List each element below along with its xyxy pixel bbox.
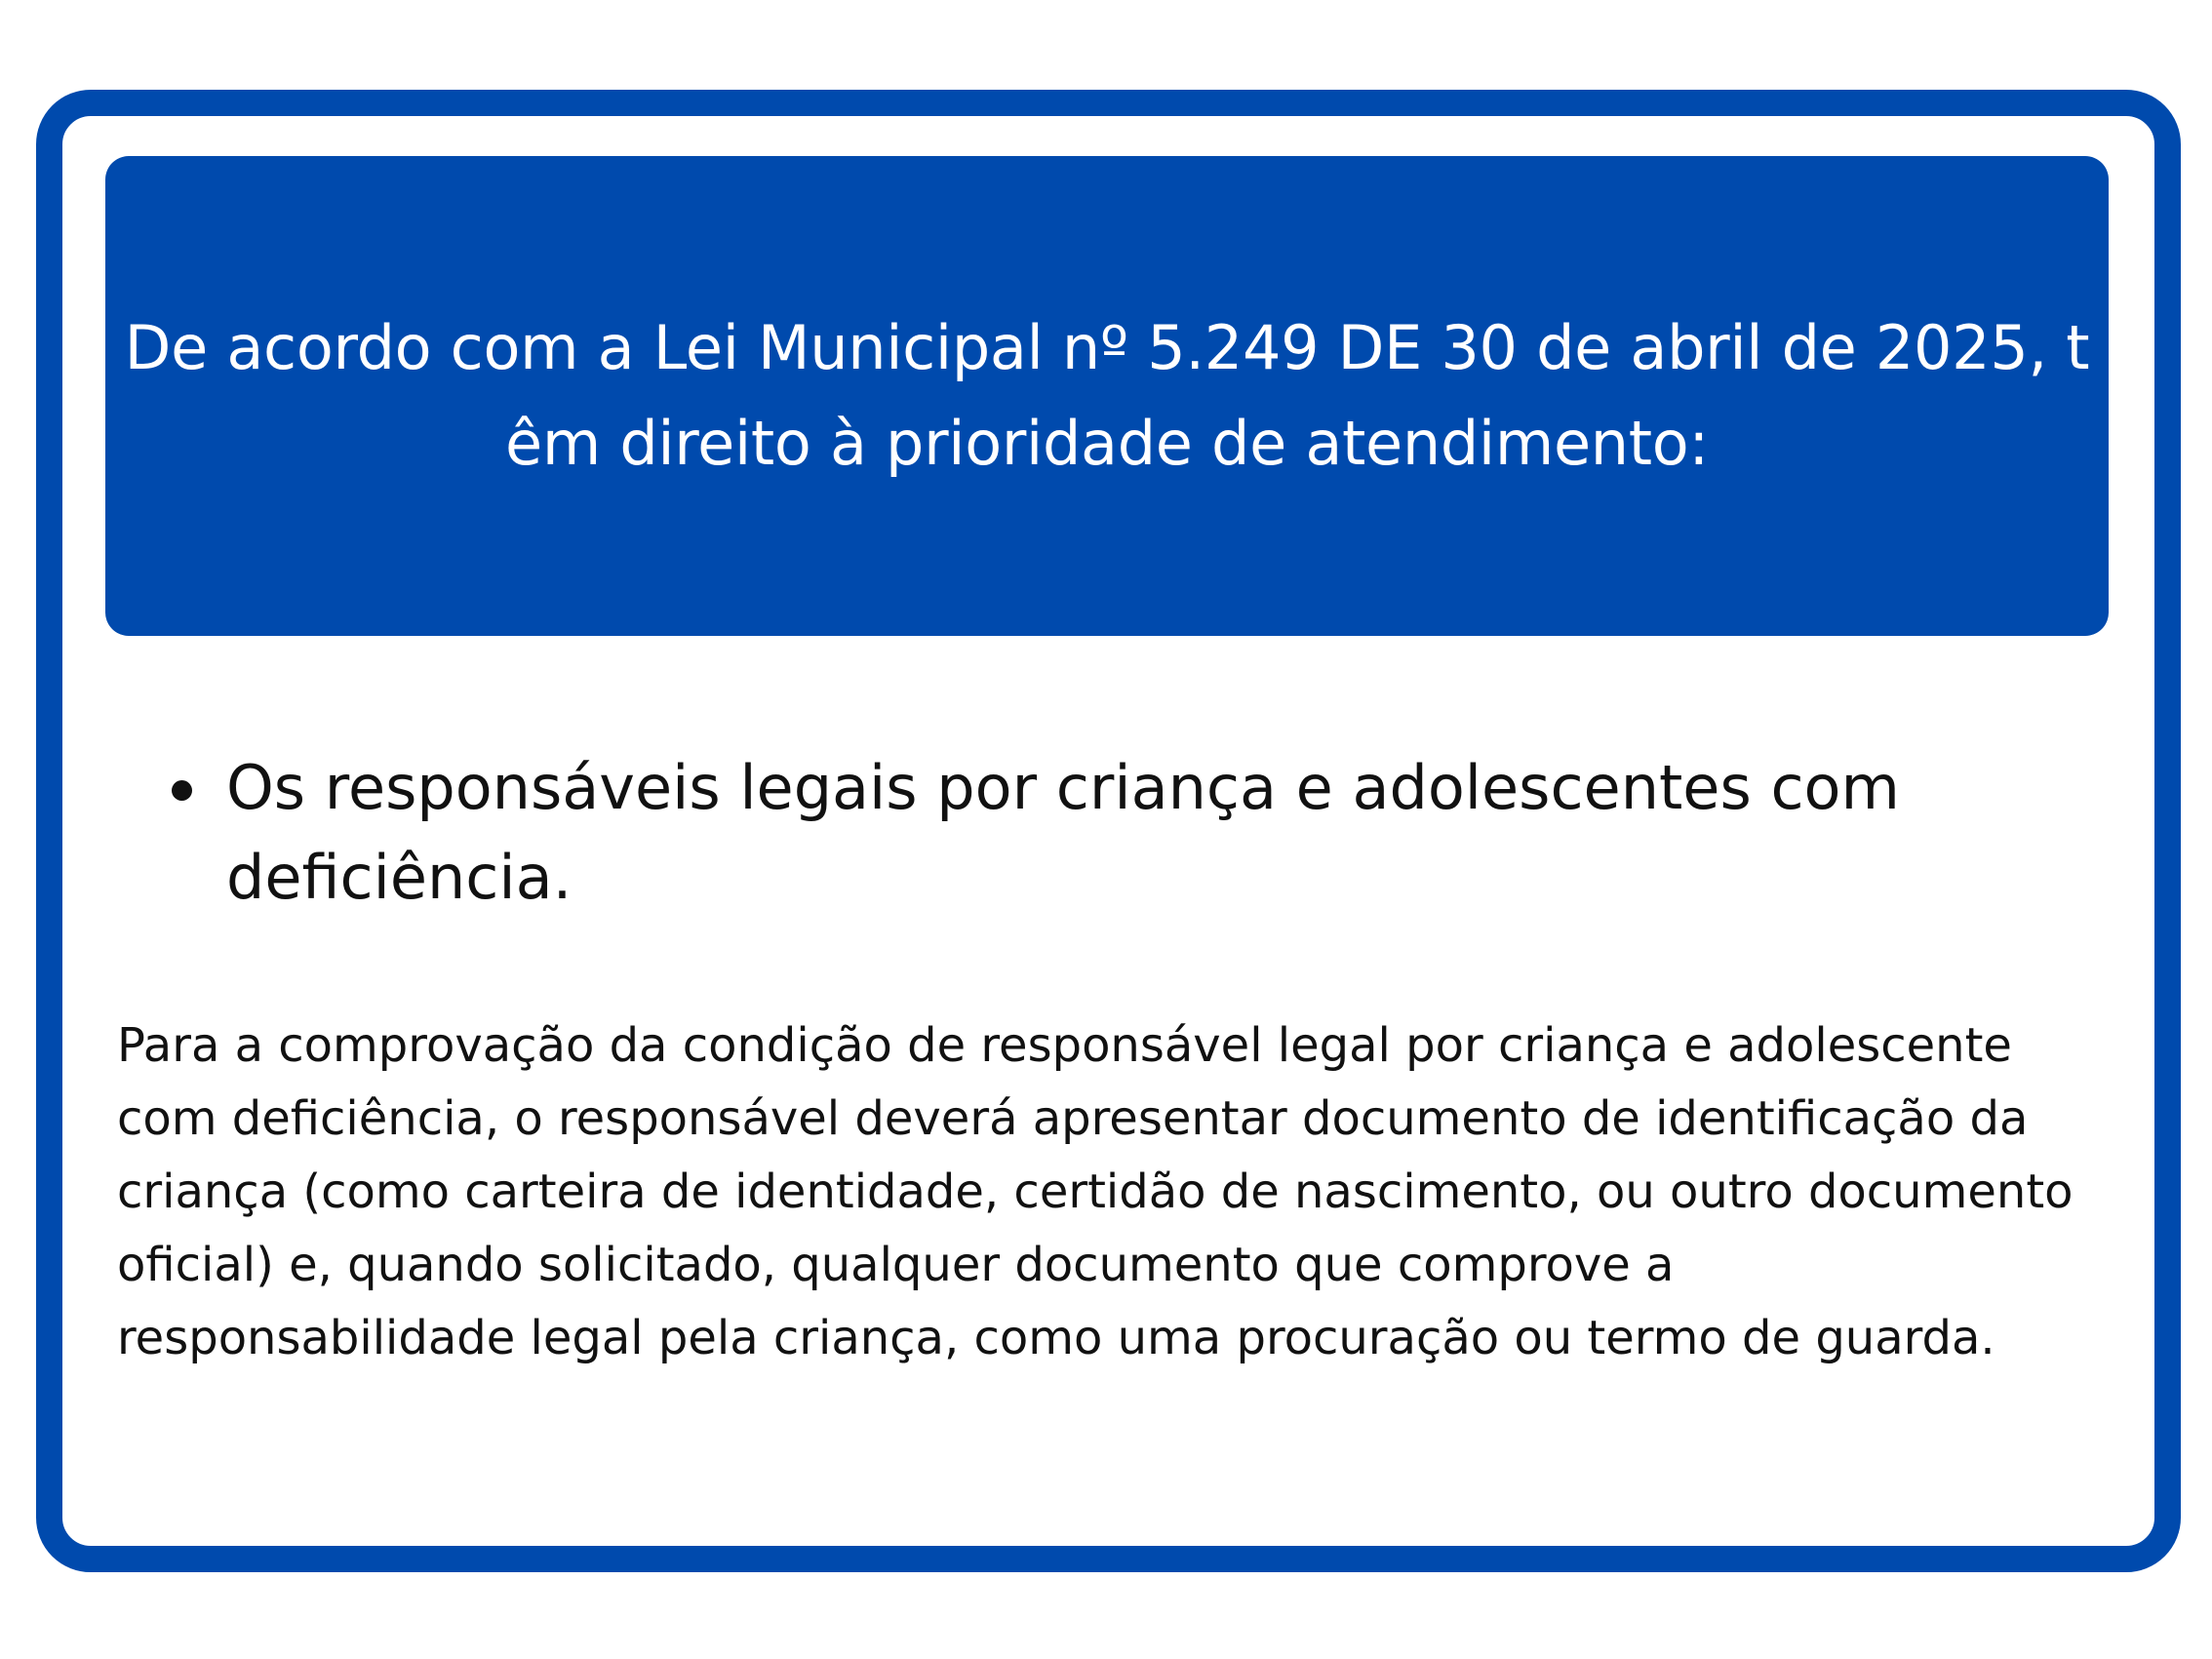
requirements-paragraph: Para a comprovação da condição de responsável legal por criança e adolescente com deficiência, o responsável deverá apresentar documento de identificação da criança (como carteira de identidade, certidão de nascimento, ou outro documento oficial) e, quando solicitado, qualquer documento que comprove a responsabilidade legal pela criança, como uma procuração ou termo de guarda. bbox=[117, 1018, 2074, 1365]
list-item bbox=[156, 743, 1990, 923]
priority-list bbox=[156, 743, 1990, 923]
header-text: De acordo com a Lei Municipal nº 5.249 DE 30 de abril de 2025, têm direito à prioridade de atendimento: bbox=[124, 312, 2090, 479]
list-item-text: Os responsáveis legais por criança e adolescentes com deficiência. bbox=[226, 752, 1900, 913]
header-banner bbox=[105, 156, 2109, 636]
bullet-icon bbox=[172, 780, 192, 801]
